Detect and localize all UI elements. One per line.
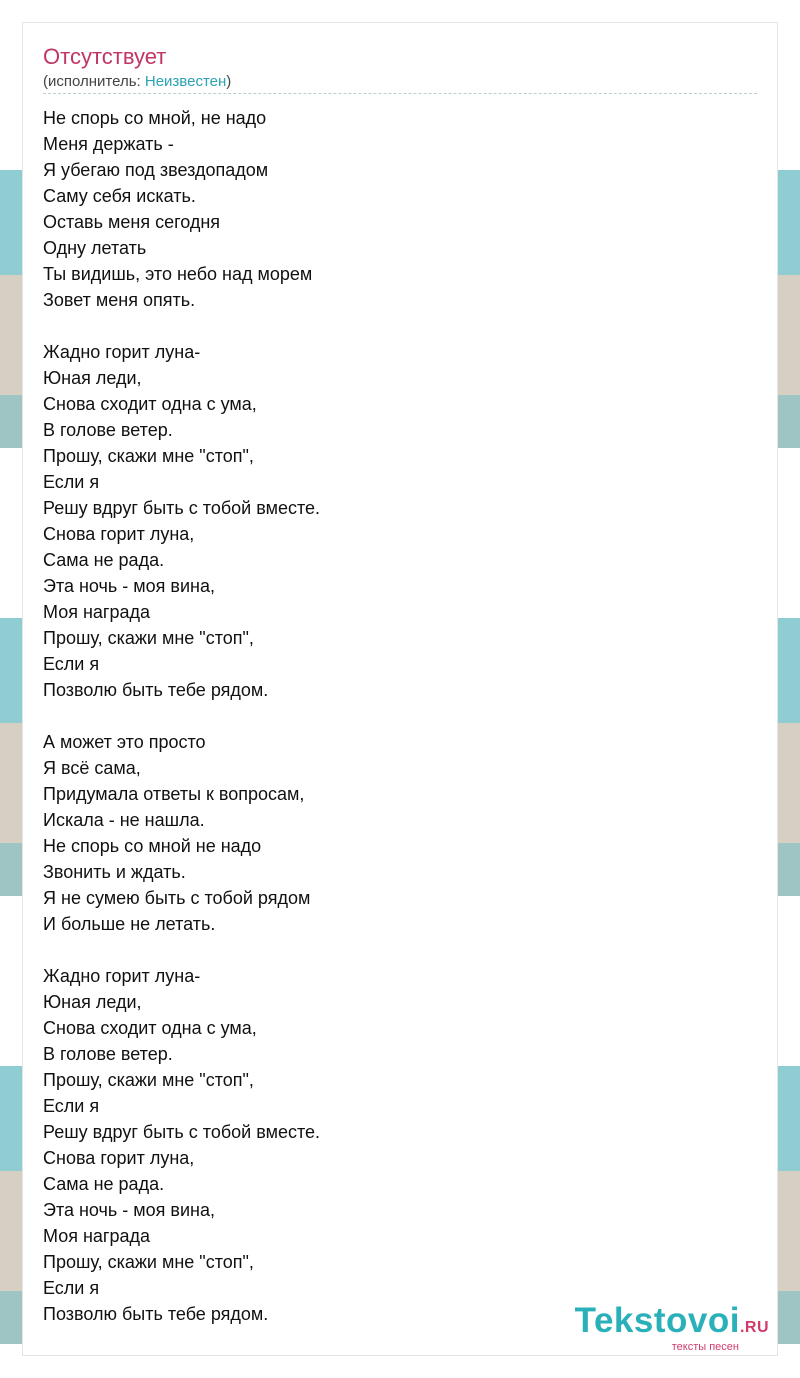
lyrics-line: Ты видишь, это небо над морем [43, 264, 313, 284]
stanza-break [43, 703, 320, 729]
lyrics-line: Прошу, скажи мне "стоп", [43, 628, 254, 648]
lyrics-line: Саму себя искать. [43, 186, 196, 206]
lyrics-line: Решу вдруг быть с тобой вместе. [43, 1122, 321, 1142]
lyrics-line: Оставь меня сегодня [43, 212, 221, 232]
logo-name: Tekstovoi [574, 1301, 740, 1340]
logo-tagline: тексты песен [671, 1341, 739, 1353]
lyrics-line: Жадно горит луна- [43, 342, 201, 362]
lyrics-line: Моя награда [43, 1226, 151, 1246]
lyrics-line: Искала - не нашла. [43, 810, 205, 830]
lyrics-line: Решу вдруг быть с тобой вместе. [43, 498, 321, 518]
lyrics-line: Если я [43, 472, 100, 492]
lyrics-line: Жадно горит луна- [43, 966, 201, 986]
lyrics-line: Снова сходит одна с ума, [43, 1018, 257, 1038]
stanza-break [43, 937, 320, 963]
lyrics-line: Я всё сама, [43, 758, 141, 778]
lyrics-line: Не спорь со мной, не надо [43, 108, 267, 128]
song-title: Отсутствует [43, 44, 167, 69]
artist-link[interactable]: Неизвестен [144, 73, 227, 90]
artist-suffix: ) [226, 73, 232, 90]
lyrics-line: Снова сходит одна с ума, [43, 394, 257, 414]
lyrics-line: И больше не летать. [43, 914, 216, 934]
title-divider [43, 93, 757, 94]
lyrics-line: Позволю быть тебе рядом. [43, 680, 269, 700]
logo-tld: .RU [739, 1319, 769, 1336]
lyrics-line: Снова горит луна, [43, 1148, 195, 1168]
lyrics-line: Я не сумею быть с тобой рядом [43, 888, 311, 908]
lyrics-line: Снова горит луна, [43, 524, 195, 544]
lyrics-line: Звонить и ждать. [43, 862, 186, 882]
lyrics-line: Эта ночь - моя вина, [43, 1200, 216, 1220]
lyrics-line: Одну летать [43, 238, 147, 258]
lyrics-line: А может это просто [43, 732, 206, 752]
lyrics-line: Юная леди, [43, 368, 142, 388]
lyrics-line: Прошу, скажи мне "стоп", [43, 1252, 254, 1272]
artist-line [43, 73, 231, 91]
lyrics-line: В голове ветер. [43, 1044, 173, 1064]
lyrics-line: Если я [43, 1096, 100, 1116]
lyrics-line: Сама не рада. [43, 550, 165, 570]
lyrics-line: Юная леди, [43, 992, 142, 1012]
site-logo[interactable] [575, 1303, 769, 1353]
lyrics-line: Эта ночь - моя вина, [43, 576, 216, 596]
lyrics-line: Меня держать - [43, 134, 174, 154]
lyrics-line: Позволю быть тебе рядом. [43, 1304, 269, 1324]
lyrics-line: Сама не рада. [43, 1174, 165, 1194]
lyrics-text [43, 105, 320, 1327]
lyrics-line: В голове ветер. [43, 420, 173, 440]
lyrics-line: Зовет меня опять. [43, 290, 196, 310]
lyrics-line: Прошу, скажи мне "стоп", [43, 1070, 254, 1090]
lyrics-line: Если я [43, 654, 100, 674]
lyrics-line: Если я [43, 1278, 100, 1298]
lyrics-line: Прошу, скажи мне "стоп", [43, 446, 254, 466]
lyrics-card [22, 22, 778, 1356]
lyrics-line: Придумала ответы к вопросам, [43, 784, 305, 804]
artist-prefix: (исполнитель: [43, 73, 145, 90]
stanza-break [43, 313, 320, 339]
lyrics-line: Моя награда [43, 602, 151, 622]
lyrics-line: Я убегаю под звездопадом [43, 160, 269, 180]
lyrics-line: Не спорь со мной не надо [43, 836, 262, 856]
